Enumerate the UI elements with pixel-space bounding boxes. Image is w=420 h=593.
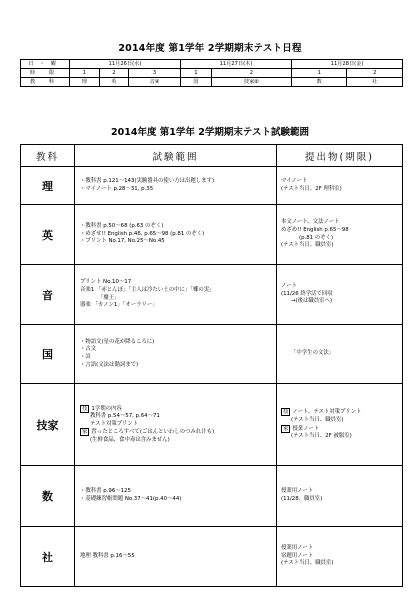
submission-line (281, 408, 402, 417)
header-subject: 教科 (21, 145, 75, 167)
submission-line: マイノート (281, 177, 308, 184)
schedule-subject: 社 (347, 78, 403, 87)
range-line: ・言語(文法は動詞まで) (80, 361, 139, 368)
schedule-period: 1 (70, 69, 100, 78)
exam-range-table (20, 144, 403, 587)
schedule-title: 2014年度 第1学年 2学期期末テスト日程 (118, 43, 302, 54)
schedule-subject: 技家⑥ (211, 78, 291, 87)
submission-text: ノート、テスト対策プリント (292, 409, 362, 416)
range-line: 「魔王」 (98, 294, 120, 301)
submission-cell (277, 527, 403, 587)
table-row (21, 265, 403, 325)
exam-range-title: 2014年度 第1学年 2学期期末テスト試験範囲 (111, 127, 309, 138)
schedule-period: 2 (211, 69, 291, 78)
range-text: 1学期の内容 (91, 405, 122, 412)
schedule-row-subject (21, 78, 403, 87)
range-line: ・教科書 p.50～68 (p.63 のぞく) (80, 223, 164, 230)
submission-line: ノート (281, 283, 298, 290)
range-cell (75, 466, 277, 527)
schedule-period: 2 (99, 69, 129, 78)
schedule-table (20, 59, 403, 87)
range-text: 習ったところすべて(ごはんといわしのつみれ汁も) (91, 429, 215, 436)
schedule-subject: 英 (99, 78, 129, 87)
schedule-day: 11月27日(木) (180, 60, 291, 69)
submission-line: (テスト当日、職員室) (281, 560, 334, 567)
range-line: ・物語文(星の花が降るころに) (80, 338, 155, 345)
table-row (21, 527, 403, 587)
subject-cell: 技家 (21, 384, 75, 466)
schedule-row-label: 時 限 (21, 69, 70, 78)
submission-line: 授業用ノート (281, 488, 314, 495)
range-cell (75, 325, 277, 384)
submission-line (281, 425, 402, 434)
range-line: ・教科書 p.96～125 (80, 488, 131, 495)
schedule-day: 11月28日(金) (291, 60, 402, 69)
range-line: ・基礎練習帳問題 No.37～41(p.40～44) (80, 496, 182, 502)
submission-line: (11/26 終学活で回収 (281, 290, 333, 297)
range-line (80, 428, 276, 437)
range-line: ・教科書 p.121～143(実験器具の使い方は出題します) (80, 177, 215, 184)
range-line (80, 405, 276, 414)
schedule-subject: 理 (70, 78, 100, 87)
submission-line: (テスト当日、2F 理科室) (281, 185, 342, 192)
range-cell (75, 167, 277, 205)
range-cell (75, 527, 277, 587)
header-range: 試験範囲 (75, 145, 277, 167)
range-line: (生鮮食品、食中毒は含みません) (90, 436, 170, 443)
submission-line: めざめ!! English p.65～98 (281, 226, 349, 233)
table-row (21, 167, 403, 205)
schedule-subject: 国 (180, 78, 211, 87)
range-cell (75, 265, 277, 325)
schedule-row-label: 日・曜 (21, 60, 70, 69)
table-row (21, 466, 403, 527)
schedule-period: 1 (291, 69, 347, 78)
tag-ka: 家 (82, 429, 88, 436)
subject-cell: 理 (21, 167, 75, 205)
schedule-row-period (21, 69, 403, 78)
range-line: 器楽 「カノン1」「オーラリー」 (80, 302, 158, 309)
range-line: ・プリント No.17, No.25～No.45 (80, 238, 165, 245)
subject-cell: 音 (21, 265, 75, 325)
tag-gi: 技 (283, 409, 289, 416)
submission-cell (277, 205, 403, 265)
schedule-period: 2 (347, 69, 403, 78)
submission-cell (277, 384, 403, 466)
subject-cell: 英 (21, 205, 75, 265)
submission-cell (277, 265, 403, 325)
range-line: ・マイノート p.28～31, p.35 (80, 185, 154, 192)
range-line: 教科書 p.54～57, p.64～71 (90, 413, 160, 420)
subject-cell: 数 (21, 466, 75, 527)
header-row (21, 145, 403, 167)
submission-line: (テスト当日、2F 被服室) (291, 433, 352, 440)
submission-cell (277, 466, 403, 527)
schedule-row-day (21, 60, 403, 69)
submission-line: 宿題用ノート (281, 552, 314, 559)
range-line: ・古文 (80, 346, 97, 353)
schedule-subject: 音④ (129, 78, 181, 87)
range-line: ・詩 (80, 354, 91, 360)
table-row (21, 384, 403, 466)
range-cell (75, 205, 277, 265)
schedule-row-label: 教 科 (21, 78, 70, 87)
header-submission: 提出物(期限) (277, 145, 403, 167)
submission-line: (テスト当日、職員室) (281, 242, 334, 249)
range-line: ・めざせ!! English p.46, p.65～98 (p.81 のぞく) (80, 230, 205, 237)
subject-cell: 国 (21, 325, 75, 384)
submission-text: 授業ノート (292, 425, 320, 432)
schedule-period: 1 (180, 69, 211, 78)
range-cell (75, 384, 277, 466)
submission-line: (p.81 のぞく) (299, 234, 334, 241)
submission-line: (テスト当日、職員室) (291, 416, 344, 423)
range-line: 地理 教科書 p.16～55 (80, 552, 135, 559)
schedule-day: 11月26日(水) (70, 60, 181, 69)
schedule-subject: 数 (291, 78, 347, 87)
submission-cell (277, 167, 403, 205)
range-line: テスト対策プリント (90, 420, 139, 427)
submission-line: 「中学生の文法」 (291, 350, 335, 357)
submission-line: →(後は職員室へ) (291, 298, 333, 305)
subject-cell: 社 (21, 527, 75, 587)
submission-line: (11/28、職員室) (281, 496, 323, 502)
range-line: プリント No.10～17 (80, 279, 132, 286)
tag-gi: 技 (82, 405, 88, 412)
table-row (21, 325, 403, 384)
schedule-period: 3 (129, 69, 181, 78)
tag-ka: 家 (283, 425, 289, 432)
table-row (21, 205, 403, 265)
submission-line: 授業用ノート (281, 545, 314, 552)
range-line: 音楽1 「赤とんぼ」「主人は冷たい土の中に」「椰の実」 (80, 286, 215, 293)
submission-line: 本文ノート、文法ノート (281, 219, 340, 226)
submission-cell (277, 325, 403, 384)
